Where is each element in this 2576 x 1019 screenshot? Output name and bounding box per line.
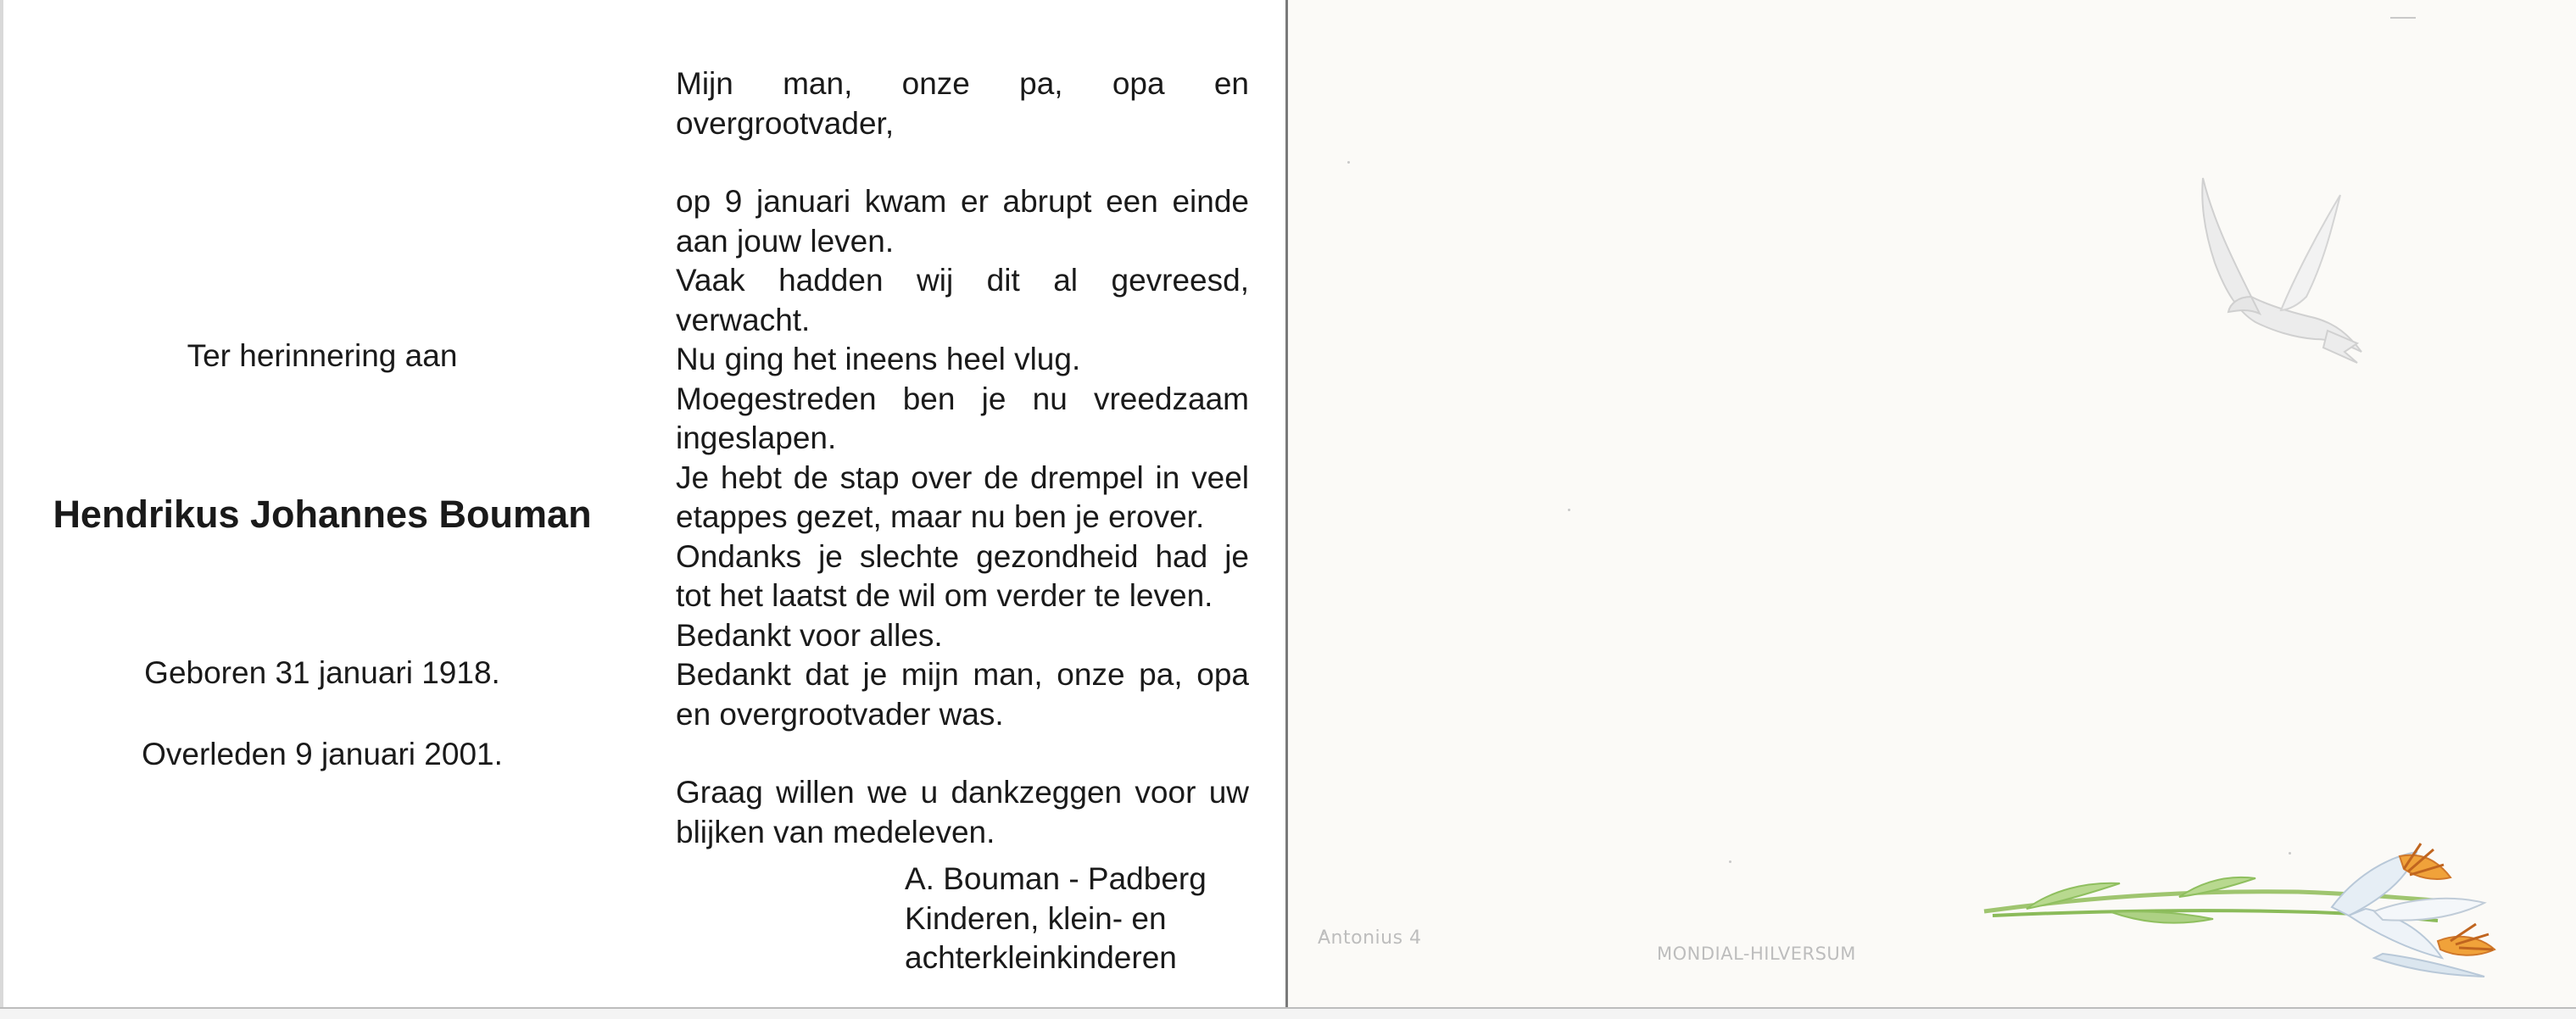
signature-line: A. Bouman - Padberg: [905, 861, 1207, 896]
poem-opening: Mijn man, onze pa, opa en overgrootvader,: [676, 66, 1249, 141]
poem-line: Ondanks je slechte gezondheid had je tot het laatst de wil om verder te leven.: [676, 538, 1249, 613]
poem-text: [676, 64, 1249, 852]
poem-line: Vaak hadden wij dit al gevreesd, verwacht.: [676, 263, 1249, 337]
signature-line: Kinderen, klein- en: [905, 900, 1167, 936]
poem-line: Bedankt dat je mijn man, onze pa, opa en overgrootvader was.: [676, 657, 1249, 732]
signature-line: achterkleinkinderen: [905, 940, 1177, 975]
poem-closing: Graag willen we u dankzeggen voor uw blijken van medeleven.: [676, 775, 1249, 849]
printer-name: MONDIAL-HILVERSUM: [1657, 944, 1856, 964]
death-date: Overleden 9 januari 2001.: [142, 737, 503, 771]
card-code: Antonius 4: [1318, 927, 1422, 949]
family-signature: [905, 860, 1207, 978]
deceased-name: Hendrikus Johannes Bouman: [53, 493, 592, 536]
poem-line: Moegestreden ben je nu vreedzaam ingeslapen.: [676, 381, 1249, 455]
poem-line: Nu ging het ineens heel vlug.: [676, 342, 1081, 376]
poem-line: Bedankt voor alles.: [676, 617, 943, 653]
card-inner-left: [0, 0, 1289, 1009]
memoriam-intro: Ter herinnering aan: [187, 338, 458, 373]
birth-date: Geboren 31 januari 1918.: [144, 655, 500, 690]
lily-flowers-icon: [1976, 831, 2518, 983]
dove-icon: [2188, 170, 2366, 365]
poem-line: Je hebt de stap over de drempel in veel etappes gezet, maar nu ben je erover.: [676, 459, 1249, 534]
poem-line: op 9 januari kwam er abrupt een einde aan jouw leven.: [676, 184, 1249, 259]
